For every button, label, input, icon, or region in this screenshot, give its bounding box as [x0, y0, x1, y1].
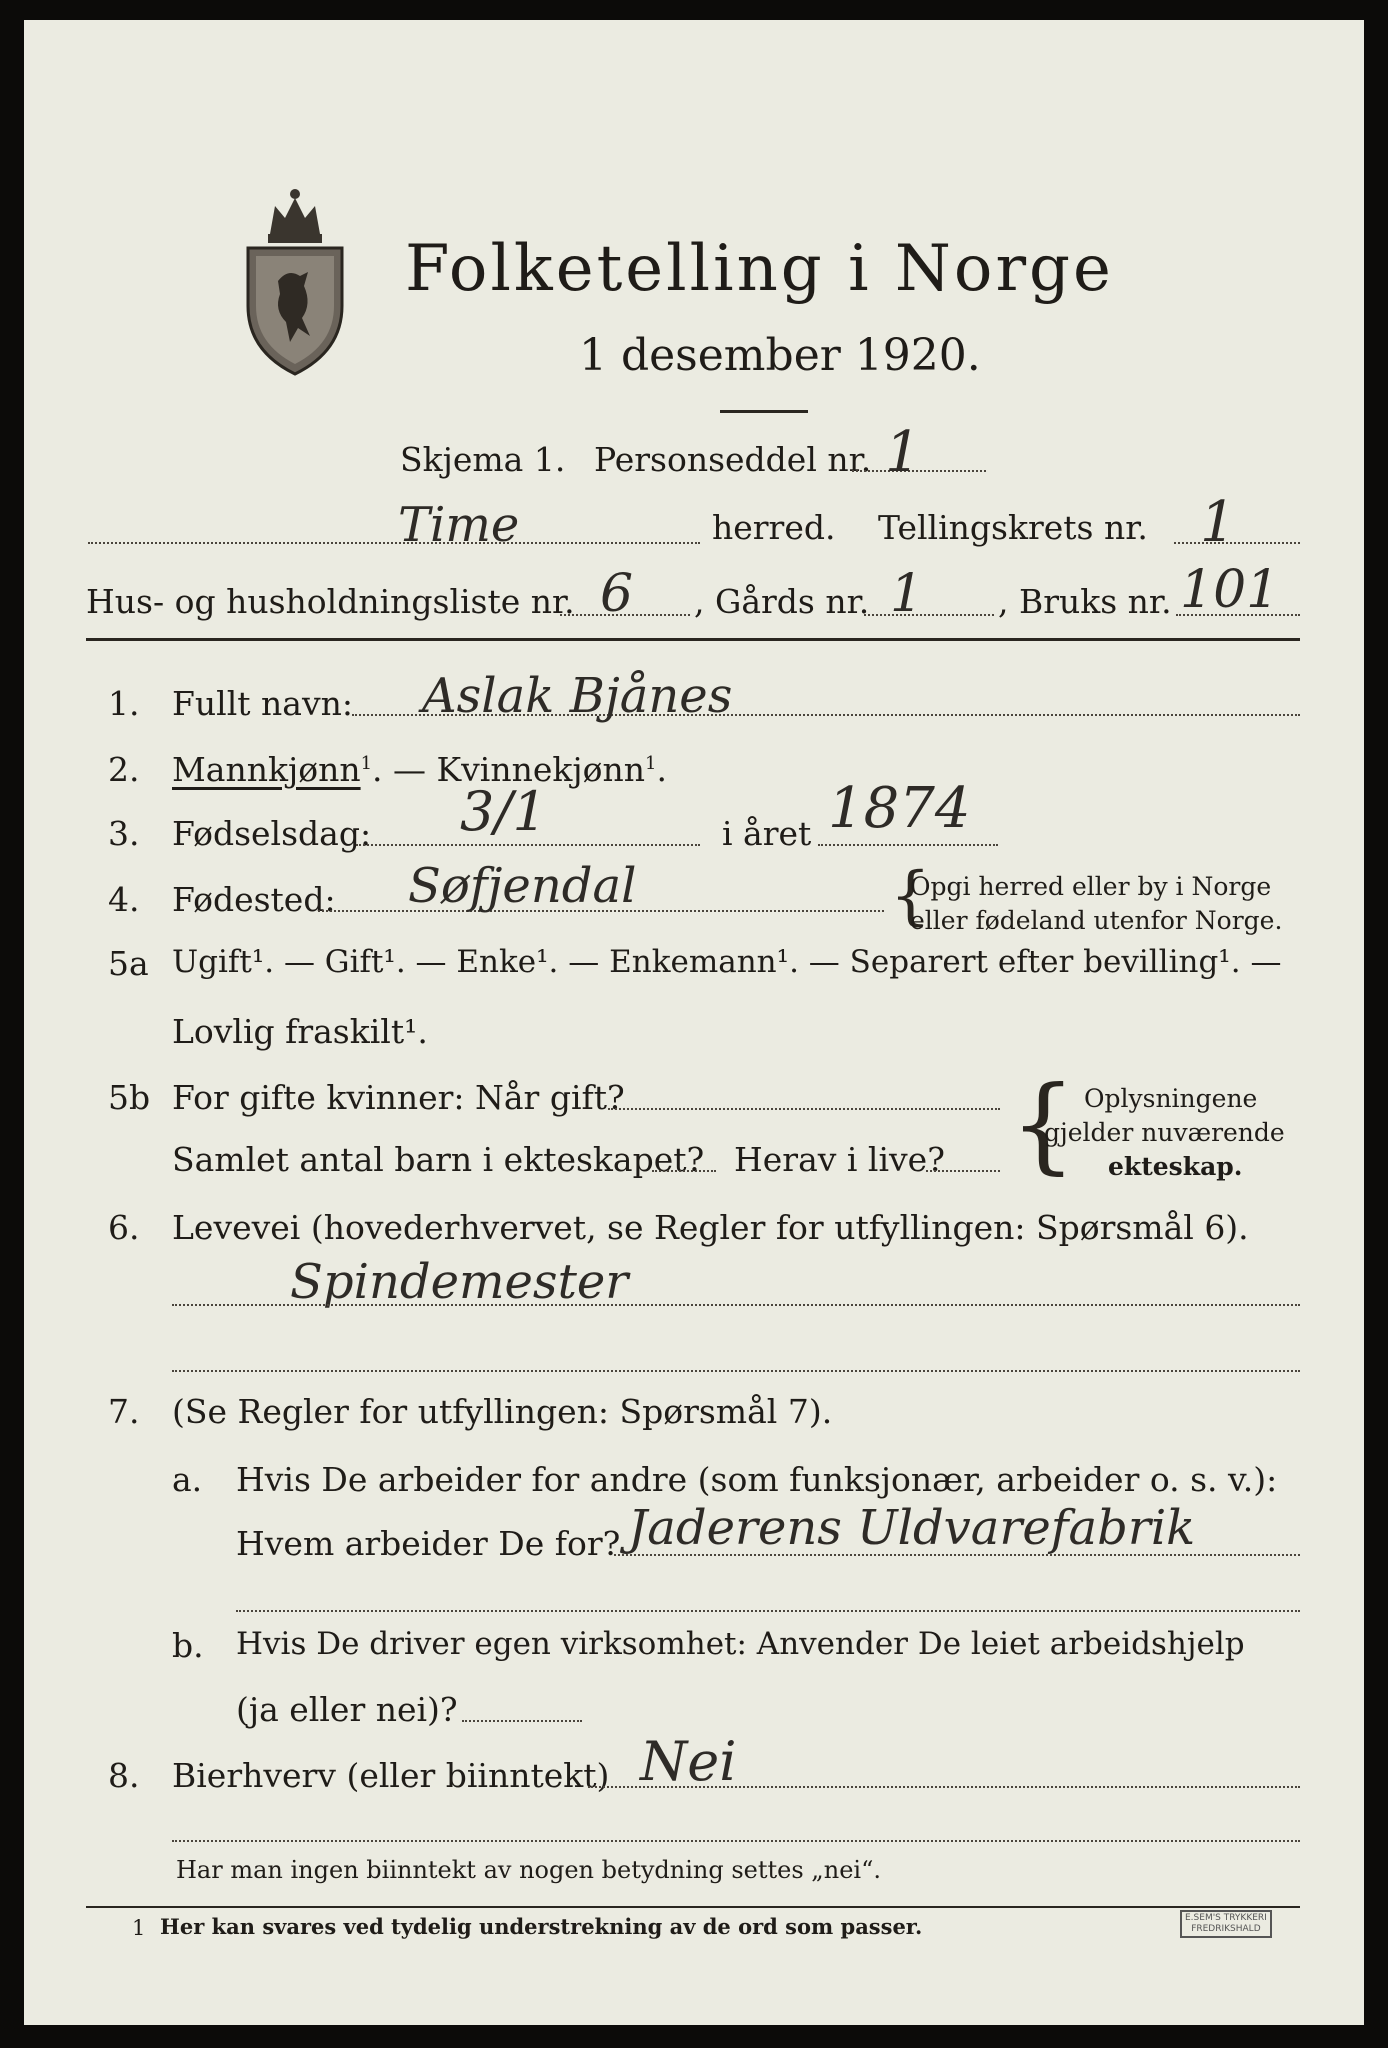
birthplace-brace: {: [890, 859, 931, 933]
q7a-line2: Hvem arbeider De for?: [236, 1524, 621, 1563]
q8-number: 8.: [108, 1756, 140, 1795]
q4-number: 4.: [108, 880, 140, 919]
tellingskrets-label: Tellingskrets nr.: [878, 508, 1148, 547]
q5b-when-married: For gifte kvinner: Når gift?: [172, 1078, 625, 1117]
q5b-number: 5b: [108, 1078, 151, 1117]
side-income-value: Nei: [640, 1730, 737, 1793]
marriage-note-2: gjelder nuværende: [1044, 1118, 1285, 1147]
footnote-text: Her kan svares ved tydelig understrekning av de ord som passer.: [160, 1914, 923, 1939]
birthday-value: 3/1: [460, 780, 547, 843]
q1-number: 1.: [108, 684, 140, 723]
footnote-mark: 1: [132, 1916, 146, 1940]
marital-status-options[interactable]: Ugift¹. — Gift¹. — Enke¹. — Enkemann¹. — Separert efter bevilling¹. —: [172, 944, 1282, 980]
form-title: Folketelling i Norge: [405, 232, 1114, 306]
gards-label: , Gårds nr.: [694, 582, 870, 621]
marriage-note-3: ekteskap.: [1108, 1152, 1243, 1181]
q7b-line2: (ja eller nei)?: [236, 1690, 458, 1729]
q6-number: 6.: [108, 1208, 140, 1247]
herred-label: herred.: [712, 508, 836, 547]
marriage-brace: {: [1010, 1063, 1077, 1185]
option-separator: . —: [372, 750, 437, 789]
footnote-ref: 1: [360, 753, 373, 774]
q5b-children-label: Samlet antal barn i ekteskapet?: [172, 1140, 705, 1179]
birthplace-note-1: Opgi herred eller by i Norge: [910, 872, 1272, 901]
q2-number: 2.: [108, 750, 140, 789]
q7-number: 7.: [108, 1392, 140, 1431]
header-rule: [86, 638, 1300, 641]
occupation-value: Spindemester: [290, 1254, 629, 1310]
herred-field[interactable]: [88, 542, 700, 544]
side-income-field-2[interactable]: [172, 1840, 1300, 1842]
q7a-letter: a.: [172, 1460, 203, 1499]
occupation-field-2[interactable]: [172, 1370, 1300, 1372]
side-income-note: Har man ingen biinntekt av nogen betydning settes „nei“.: [176, 1856, 881, 1884]
hus-label: Hus- og husholdningsliste nr.: [86, 582, 575, 621]
census-date: 1 desember 1920.: [579, 330, 981, 381]
q6-label: Levevei (hovederhvervet, se Regler for utfyllingen: Spørsmål 6).: [172, 1208, 1249, 1247]
alive-field[interactable]: [926, 1170, 1000, 1172]
option-end: .: [656, 750, 667, 789]
birthplace-note-2: eller fødeland utenfor Norge.: [910, 906, 1283, 935]
hired-help-field[interactable]: [462, 1720, 582, 1722]
hus-value: 6: [600, 564, 634, 624]
personseddel-value: 1: [885, 420, 921, 485]
option-mannkjonn[interactable]: Mannkjønn: [172, 750, 361, 789]
marital-status-options-2[interactable]: Lovlig fraskilt¹.: [172, 1012, 428, 1051]
herred-value: Time: [398, 497, 520, 553]
marriage-note-1: Oplysningene: [1084, 1084, 1258, 1113]
bruks-value: 101: [1180, 560, 1280, 620]
q7b-letter: b.: [172, 1626, 204, 1665]
q7b-line1: Hvis De driver egen virksomhet: Anvender De leiet arbeidshjelp: [236, 1626, 1245, 1662]
employer-field-2[interactable]: [236, 1610, 1300, 1612]
employer-value: Jaderens Uldvarefabrik: [628, 1500, 1196, 1556]
skjema-label: Skjema 1.: [400, 440, 566, 479]
q2-sex-options: [172, 750, 667, 789]
birthday-field[interactable]: [356, 844, 700, 846]
q5b-alive-label: Herav i live?: [734, 1140, 945, 1179]
q5a-number: 5a: [108, 944, 149, 983]
q7a-line1: Hvis De arbeider for andre (som funksjonær, arbeider o. s. v.):: [236, 1460, 1278, 1499]
option-kvinnekjonn[interactable]: Kvinnekjønn: [436, 750, 646, 789]
footnote-ref: 1: [645, 753, 657, 774]
printer-stamp: [1180, 1910, 1272, 1938]
birth-year-field[interactable]: [818, 844, 998, 846]
when-married-field[interactable]: [608, 1108, 1000, 1110]
gards-field[interactable]: [864, 614, 994, 616]
q1-label: Fullt navn:: [172, 684, 353, 723]
tellingskrets-value: 1: [1200, 490, 1236, 555]
q4-label: Fødested:: [172, 880, 336, 919]
bruks-label: , Bruks nr.: [998, 582, 1172, 621]
personseddel-label: Personseddel nr.: [594, 440, 872, 479]
coat-of-arms-icon: [240, 176, 350, 376]
full-name-value: Aslak Bjånes: [422, 668, 733, 724]
year-label: i året: [722, 814, 812, 853]
q7-label: (Se Regler for utfyllingen: Spørsmål 7).: [172, 1392, 833, 1431]
printer-stamp-line1: E.SEM'S TRYKKERI: [1185, 1913, 1267, 1923]
q3-label: Fødselsdag:: [172, 814, 372, 853]
q8-label: Bierhverv (eller biinntekt): [172, 1756, 610, 1795]
birthplace-value: Søfjendal: [408, 858, 637, 914]
children-field[interactable]: [652, 1170, 716, 1172]
footnote-rule: [86, 1906, 1300, 1908]
occupation-field-1[interactable]: [172, 1304, 1300, 1306]
printer-stamp-line2: FREDRIKSHALD: [1191, 1924, 1261, 1934]
gards-value: 1: [890, 564, 924, 624]
title-divider: [720, 410, 808, 413]
q3-number: 3.: [108, 814, 140, 853]
birth-year-value: 1874: [828, 776, 971, 841]
tellingskrets-field[interactable]: [1174, 542, 1300, 544]
